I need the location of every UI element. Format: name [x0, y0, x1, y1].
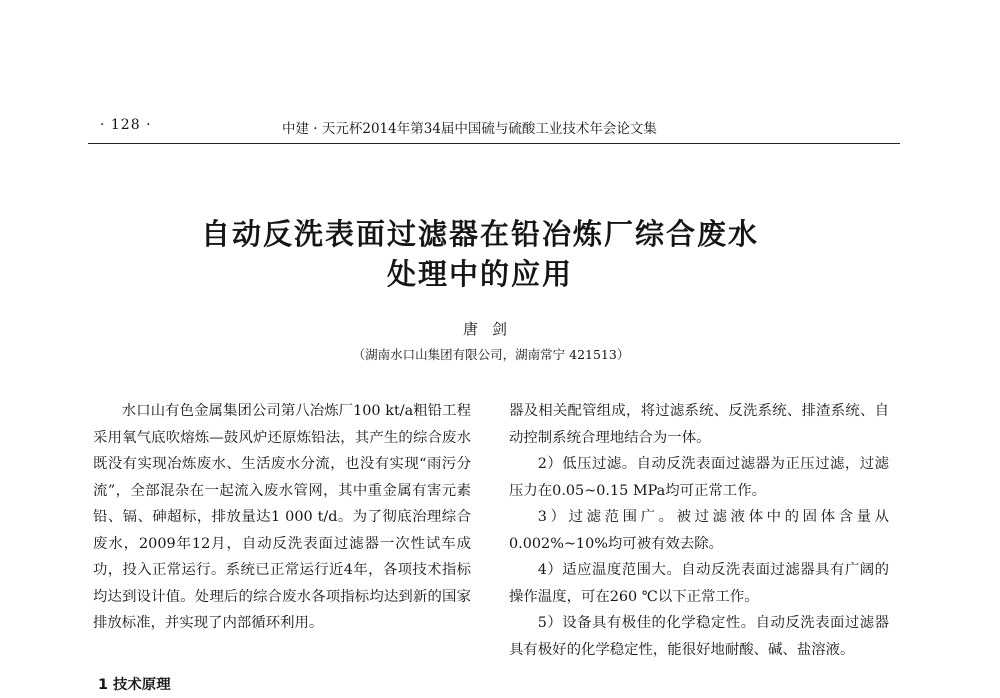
left-column — [93, 398, 471, 637]
feature-item: 5）设备具有极佳的化学稳定性。自动反洗表面过滤器具有极好的化学稳定性，能很好地耐酸、碱、盐溶液。 — [509, 615, 889, 658]
continued-paragraph: 器及相关配管组成，将过滤系统、反洗系统、排渣系统、自动控制系统合理地结合为一体。 — [509, 403, 889, 446]
feature-item: 2）低压过滤。自动反洗表面过滤器为正压过滤，过滤压力在0.05~0.15 MPa均可正常工作。 — [509, 456, 889, 499]
intro-paragraph: 水口山有色金属集团公司第八冶炼厂100 kt/a粗铅工程采用氧气底吹熔炼—鼓风炉还原炼铅法，其产生的综合废水既没有实现冶炼废水、生活废水分流，也没有实现“雨污分流”，全部混杂在一起流入废水管网，其中重金属有害元素铅、镉、砷超标，排放量达1 000 t/d。为了彻底治理综合废水，2009年12月，自动反洗表面过滤器一次性试车成功，投入正常运行。系统已正常运行近4年，各项技术指标均达到设计值。处理后的综合废水各项指标均达到新的国家排放标准，并实现了内部循环利用。 — [93, 403, 471, 631]
author-name: 唐剑 — [462, 320, 521, 338]
feature-item: 3）过滤范围广。被过滤液体中的固体含量从0.002%~10%均可被有效去除。 — [509, 509, 889, 552]
journal-header: 中建 · 天元杯2014年第34届中国硫与硫酸工业技术年会论文集 — [282, 121, 657, 137]
feature-item: 4）适应温度范围大。自动反洗表面过滤器具有广阔的操作温度，可在260 ℃以下正常工作。 — [509, 562, 889, 605]
right-column — [509, 398, 889, 663]
author-affiliation: （湖南水口山集团有限公司，湖南常宁 421513） — [352, 347, 630, 362]
section-heading: 1 技术原理 — [98, 677, 171, 693]
article-title — [0, 214, 960, 294]
title-line-1: 自动反洗表面过滤器在铅冶炼厂综合废水 — [200, 217, 759, 251]
title-line-2: 处理中的应用 — [386, 257, 573, 291]
page-number: · 128 · — [100, 117, 152, 133]
header-divider — [88, 143, 900, 144]
